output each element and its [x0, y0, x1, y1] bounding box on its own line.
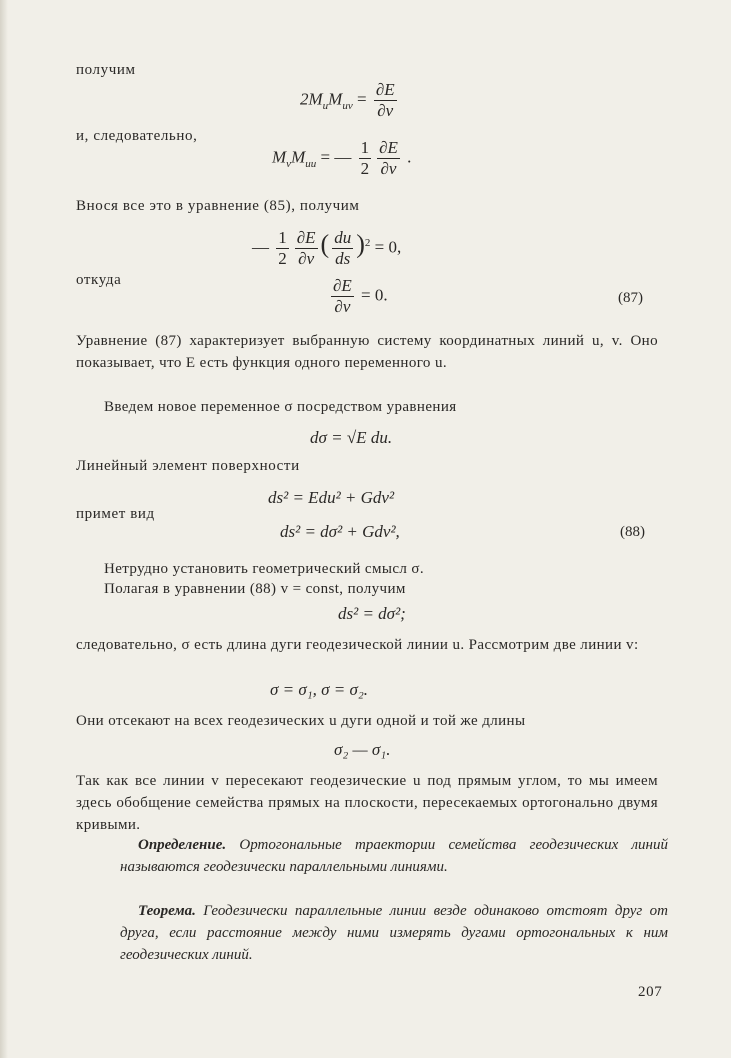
equation-87: $\frac{\partial E}{\partial v}$ = 0. [333, 276, 388, 316]
text-line: откуда [76, 272, 122, 288]
equation-sigma-lines: σ = σ₁, σ = σ₂. [270, 680, 369, 699]
equation-dsigma: dσ = √E du. [310, 428, 393, 447]
theorem-text: Геодезически параллельные линии везде одинаково отстоят друг от друга, если расстояние между ними измерять дугами ортогональных к ним геодезических линий. [120, 903, 668, 963]
paragraph: следовательно, σ есть длина дуги геодезической линии u. Рассмотрим две линии v: [76, 637, 639, 653]
text-line: и, следовательно, [76, 128, 198, 144]
paragraph: Нетрудно установить геометрический смысл σ. [104, 561, 425, 577]
equation-88: ds² = dσ² + Gdv², [280, 522, 400, 541]
text-line: Линейный элемент поверхности [76, 458, 300, 474]
text-line: Внося все это в уравнение (85), получим [76, 198, 360, 214]
definition-text: Ортогональные траектории семейства геодезических линий называются геодезически параллельными линиями. [120, 837, 668, 875]
equation-du-ds: — $\frac{1}{2}$ $\frac{\partial E}{\partial v}$ ( $\frac{du}{ds}$ )$^2$ = 0, [252, 228, 402, 268]
definition-label: Определение. [138, 837, 227, 853]
equation-2mu-muv: $2M_uM_{uv}$ = $\frac{\partial E}{\partial v}$ [300, 80, 395, 120]
equation-mv-muu: $M_vM_{uu}$ = — $\frac{1}{2}$ $\frac{\partial E}{\partial v}$ . [272, 138, 412, 178]
equation-sigma-difference: σ₂ — σ₁. [334, 740, 391, 759]
equation-line-element: ds² = Edu² + Gdv² [268, 488, 395, 507]
definition-block [120, 834, 668, 878]
equation-number: (88) [620, 524, 645, 540]
text-line: примет вид [76, 506, 155, 522]
theorem-label: Теорема. [138, 903, 196, 919]
page-spine-shadow [0, 0, 8, 1058]
text-line: получим [76, 62, 136, 78]
equation-number: (87) [618, 290, 643, 306]
page-number: 207 [638, 984, 663, 1000]
paragraph: Они отсекают на всех геодезических u дуги одной и той же длины [76, 713, 526, 729]
paragraph: Полагая в уравнении (88) v = const, получим [104, 581, 406, 597]
equation-ds-dsigma: ds² = dσ²; [338, 604, 406, 623]
paragraph: Уравнение (87) характеризует выбранную систему координатных линий u, v. Оно показывает, что E есть функция одного переменного u. [76, 333, 658, 371]
paragraph: Так как все линии v пересекают геодезические u под прямым углом, то мы имеем здесь обобщение семейства прямых на плоскости, пересекаемых ортогонально двумя кривыми. [76, 773, 658, 833]
theorem-block [120, 900, 668, 966]
paragraph: Введем новое переменное σ посредством уравнения [104, 399, 457, 415]
